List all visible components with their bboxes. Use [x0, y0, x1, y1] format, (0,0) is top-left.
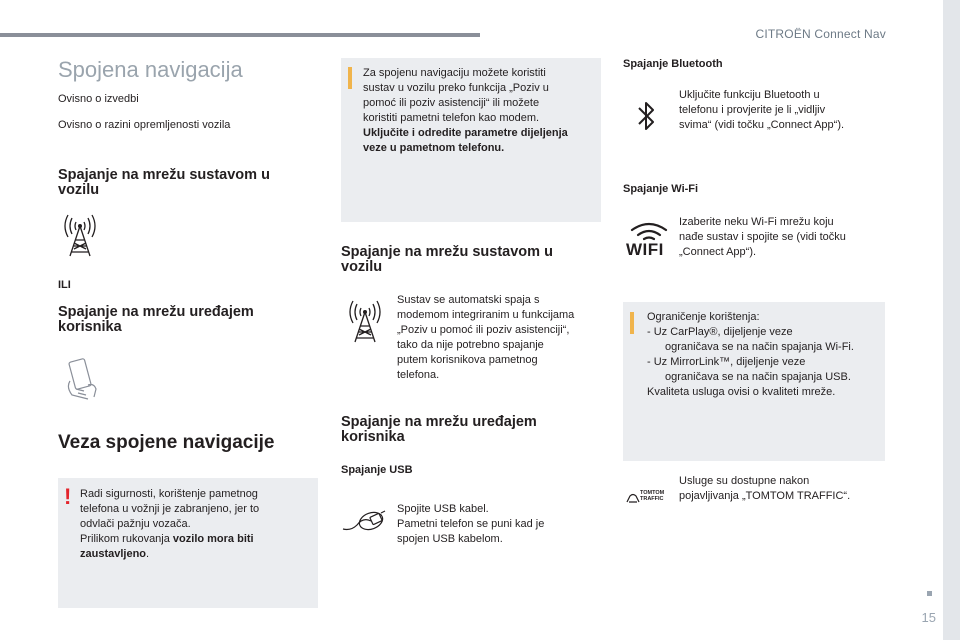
info-text: Za spojenu navigaciju možete koristiti sustav u vozilu preko funkcija „Poziv u pomoć ili poziv asistenciji“ ili možete koristiti pametni telefon kao modem. Uključite i odredite parametre dijeljenja veze u pametnom telefonu. [363, 67, 568, 154]
page-title: Spojena navigacija [58, 57, 243, 82]
header-bar [0, 33, 480, 37]
bluetooth-text: Uključite funkciju Bluetooth u telefonu i provjerite je li „vidljiv svima“ (vidi točku „Connect App“). [679, 89, 845, 131]
or-label: ILI [58, 279, 71, 291]
tomtom-traffic-icon: TOMTOM TRAFFIC [626, 490, 674, 502]
tomtom-text: Usluge su dostupne nakon pojavljivanja „TOMTOM TRAFFIC“. [679, 475, 851, 502]
wifi-label: Spajanje Wi-Fi [623, 183, 699, 195]
variant-note: Ovisno o izvedbi [58, 93, 139, 105]
usb-cable-icon [341, 507, 387, 537]
antenna-icon [345, 298, 385, 344]
usb-label: Spajanje USB [341, 464, 413, 476]
antenna-icon [60, 212, 100, 258]
side-strip [943, 0, 960, 640]
page-marker [927, 591, 932, 596]
vehicle-network-text: Sustav se automatski spaja s modemom integriranim u funkcijama „Poziv u pomoć ili poziv asistenciji“, tako da nije potrebno spajanje putem korisnikova pametnog telefona. [397, 294, 575, 381]
info-box-limits [623, 302, 885, 461]
page-number: 15 [921, 610, 936, 625]
bluetooth-label: Spajanje Bluetooth [623, 58, 723, 70]
info-icon [630, 312, 634, 334]
wifi-text: Izaberite neku Wi-Fi mrežu koju nađe sustav i spojite se (vidi točku „Connect App“). [679, 216, 846, 258]
section-vehicle-network-2: Spajanje na mrežu sustavom u vozilu [341, 244, 553, 275]
header-title: CITROËN Connect Nav [755, 27, 886, 41]
section-connection: Veza spojene navigacije [58, 432, 275, 453]
bluetooth-icon [636, 99, 658, 133]
section-user-device-2: Spajanje na mrežu uređajem korisnika [341, 414, 537, 445]
info-icon [348, 67, 352, 89]
warning-icon: ! [64, 484, 72, 509]
warning-text: Radi sigurnosti, korištenje pametnog telefona u vožnji je zabranjeno, jer to odvlači pažnju vozača. Prilikom rukovanja vozilo mora biti zaustavljeno. [80, 488, 260, 560]
section-vehicle-network: Spajanje na mrežu sustavom u vozilu [58, 167, 270, 198]
warning-box [58, 478, 318, 608]
equipment-note: Ovisno o razini opremljenosti vozila [58, 119, 231, 131]
phone-hand-icon [60, 355, 106, 401]
wifi-icon: WIFI [626, 221, 672, 258]
section-user-device: Spajanje na mrežu uređajem korisnika [58, 304, 254, 335]
usb-text: Spojite USB kabel. Pametni telefon se puni kad je spojen USB kabelom. [397, 503, 545, 545]
limits-text: Ograničenje korištenja: - Uz CarPlay®, dijeljenje veze ograničava se na način spajanja Wi-Fi. - Uz MirrorLink™, dijeljenje veze ograničava se na način spajanja USB. Kvaliteta usluga ovisi o kvaliteti mreže. [647, 311, 854, 398]
info-box-modem [341, 58, 601, 222]
